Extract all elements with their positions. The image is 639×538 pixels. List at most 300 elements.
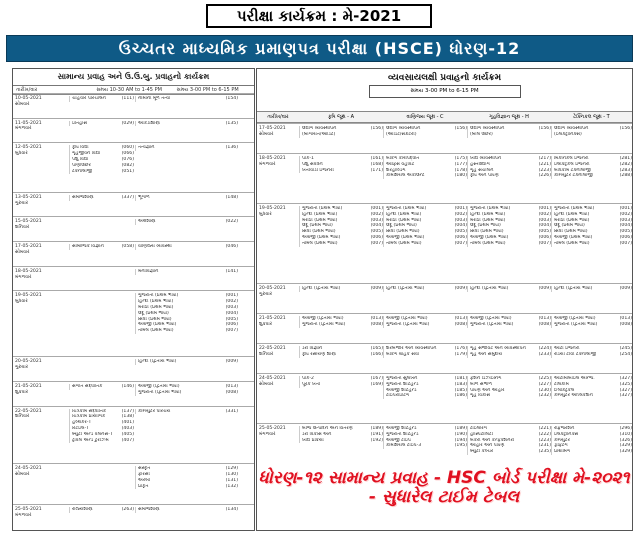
subject-line <box>302 352 383 358</box>
subject-code: (183) <box>454 381 467 387</box>
subject-line <box>72 507 134 513</box>
subject-code: (337) <box>121 194 134 200</box>
subject-line <box>386 322 467 328</box>
group-subjects <box>383 316 467 328</box>
subject-name: આંકડાશાસ્ત્ર <box>138 120 160 126</box>
subject-name: ફેશન ડિઝાઇનિંગ <box>470 376 502 381</box>
subject-code: (217) <box>538 156 551 161</box>
subject-name: બેકરી અને કન્ફેક્શનરી <box>470 437 515 443</box>
subject-name: અંગ્રેજી શોર્ટહેન્ડ <box>386 426 417 431</box>
subject-name: કમ્પ્યુટર એપ્લિકેશન <box>554 393 593 399</box>
subject-code: (006) <box>538 234 551 240</box>
subject-name: ઉર્દૂ (પ્રથમ ભાષા) <box>554 223 585 229</box>
afternoon-subjects <box>135 244 238 250</box>
subject-name: ગુજરાતી (દ્વિતીય ભાષા) <box>386 321 430 327</box>
subject-code: (003) <box>619 217 632 223</box>
subject-code: (009) <box>619 286 632 291</box>
subject-code: (013) <box>370 316 383 321</box>
subject-code: (066) <box>121 151 134 157</box>
schedule-row <box>13 406 254 465</box>
group-subjects <box>551 206 632 247</box>
day-value: સોમવાર <box>15 471 30 477</box>
subject-code: (296) <box>619 426 632 431</box>
subject-name: પશુ સંવર્ધન <box>302 161 323 167</box>
date-value: 20-05-2021 <box>259 286 286 291</box>
subject-name: તમિલ (પ્રથમ ભાષા) <box>138 328 174 334</box>
schedule-row <box>13 216 254 242</box>
subject-name: મિકેનિકલ ઇજનેરી <box>554 156 589 161</box>
schedule-row <box>13 381 254 407</box>
subject-line <box>554 393 632 399</box>
page-title: પરીક્ષા કાર્યક્રમ : મે-2021 <box>206 4 432 28</box>
subject-name: ચિત્રકામ પ્રાયોગિક <box>72 414 106 420</box>
subject-code: (401) <box>121 420 134 426</box>
subject-name: ઉર્દૂ (પ્રથમ ભાષા) <box>138 310 169 316</box>
subject-name: કૃષિ અને પોષણ <box>470 173 499 179</box>
subject-code: (004) <box>370 223 383 229</box>
subject-code: (005) <box>225 316 238 322</box>
group-subjects <box>467 206 551 247</box>
general-rows <box>13 93 254 530</box>
subject-name: પ્રોગ્રામિંગ <box>554 449 571 455</box>
subject-name: ડેરી વિકાસ અને <box>302 431 332 437</box>
subject-code: (051) <box>121 168 134 174</box>
subject-name: બ્યુટી એન્ડ વેલનેસ-T <box>72 431 113 437</box>
morning-subjects <box>69 145 134 174</box>
vocational-row <box>257 283 632 314</box>
subject-code: (331) <box>225 408 238 414</box>
subject-code: (161) <box>370 156 383 161</box>
subject-line <box>470 241 551 247</box>
subject-name: ગુજરાતી (દ્વિતીય ભાષા) <box>470 321 514 327</box>
column-header: ગૃહવિજ્ઞાન જૂથ - H <box>467 111 551 123</box>
date-value: 10-05-2021 <box>15 96 42 101</box>
subject-code: (007) <box>619 240 632 246</box>
afternoon-subjects <box>135 195 238 201</box>
subject-line <box>554 173 632 179</box>
subject-name: ગુજરાતી સુલેખન <box>386 376 418 381</box>
subject-code: (135) <box>225 120 238 126</box>
subject-line <box>138 269 238 275</box>
subject-line <box>386 352 467 358</box>
subject-code: (254) <box>619 351 632 357</box>
subject-code: (004) <box>225 310 238 316</box>
subject-code: (076) <box>121 156 134 162</box>
subject-name: કમ્પ્યુટર <box>554 437 570 443</box>
subject-name: ટાઇપરાઇટિંગ <box>386 393 410 399</box>
subject-name: અંગ્રેજી (પ્રથમ ભાષા) <box>386 234 425 240</box>
subject-code: (165) <box>370 346 383 351</box>
subject-line <box>554 352 632 358</box>
day-value: મંગળવાર <box>15 513 32 519</box>
group-subjects <box>299 156 383 173</box>
subject-line <box>72 195 134 201</box>
subject-name: શેરબજાર અને વ્યવસ્થાપન <box>386 346 437 351</box>
date-value: 18-05-2021 <box>15 268 42 274</box>
date-value: 17-05-2021 <box>259 126 286 131</box>
afternoon-time: સમય 3-00 PM to 6-15 PM <box>176 87 239 93</box>
day-value: ગુરુવાર <box>259 291 273 297</box>
row-date <box>15 293 67 305</box>
date-value: 19-05-2021 <box>15 293 42 299</box>
day-value: સોમવાર <box>259 381 274 387</box>
subject-name: ખાદ્ય પ્રક્રિયા <box>302 437 324 443</box>
group-subjects <box>467 156 551 179</box>
vocational-row <box>257 343 632 374</box>
group-subjects <box>299 376 383 388</box>
group-subjects <box>299 126 383 138</box>
day-value: શનિવાર <box>15 225 30 231</box>
subject-name: કૃષિ વિદ્યા <box>72 145 89 151</box>
subject-code: (282) <box>619 161 632 167</box>
subject-line <box>138 96 238 102</box>
morning-subjects <box>69 96 134 102</box>
row-date <box>257 346 299 358</box>
subject-name: હિન્દી (પ્રથમ ભાષા) <box>554 211 590 217</box>
subject-name: ડ્રાફ્ટિંગ <box>554 443 568 449</box>
subject-name: ઓટો ઇજનેરી <box>554 346 580 351</box>
row-date <box>257 206 299 218</box>
row-date <box>15 507 67 519</box>
subject-code: (007) <box>538 240 551 246</box>
row-date <box>15 269 67 281</box>
general-stream-heading: સામાન્ય પ્રવાહ અને ઉ.ઉ.બુ. પ્રવાહનો કાર્યક્રમ <box>13 69 254 86</box>
subject-name: ટાઇલરિંગ <box>470 426 487 431</box>
subject-code: (005) <box>538 229 551 235</box>
subject-code: (004) <box>619 223 632 229</box>
subject-code: (281) <box>619 156 632 161</box>
row-date <box>15 121 67 133</box>
subject-name: બેંકિંગ ગ્રાહક સેવા <box>386 351 419 357</box>
subject-code: (230) <box>538 387 551 393</box>
subject-name: રેડિયો ટીવી ટેક્નોલોજી <box>554 351 597 357</box>
subject-code: (001) <box>225 293 238 299</box>
subject-line <box>386 132 467 138</box>
subject-name: પાક-1 <box>302 156 314 161</box>
subject-code: (327) <box>619 387 632 393</box>
subject-line <box>72 438 134 444</box>
subject-name: ગુજરાતી (દ્વિતીય ભાષા) <box>554 321 598 327</box>
afternoon-subjects <box>135 384 238 396</box>
day-value: શુક્રવાર <box>15 389 29 395</box>
subject-name: તમિલ (પ્રથમ ભાષા) <box>302 240 338 246</box>
subject-code: (167) <box>370 376 383 381</box>
group-subjects <box>383 426 467 449</box>
subject-code: (002) <box>370 211 383 217</box>
row-date <box>15 409 67 421</box>
date-value: 24-05-2021 <box>259 376 286 381</box>
morning-subjects <box>69 121 134 127</box>
subject-code: (233) <box>538 351 551 357</box>
subject-code: (177) <box>454 161 467 167</box>
subject-code: (227) <box>538 381 551 387</box>
morning-subjects <box>69 195 134 201</box>
subject-code: (002) <box>454 211 467 217</box>
subject-name: આહાર અને પોષણ <box>470 443 505 449</box>
day-value: મંગળવાર <box>15 126 32 132</box>
group-subjects <box>383 346 467 358</box>
subject-name: ડેરી વિજ્ઞાન <box>302 346 323 351</box>
row-date <box>15 244 67 256</box>
subject-code: (223) <box>538 437 551 443</box>
subject-name: અંગ્રેજી (દ્વિતીય ભાષા) <box>470 316 512 321</box>
group-subjects <box>551 156 632 179</box>
subject-name: ગુજરાતી (પ્રથમ ભાષા) <box>554 206 595 211</box>
subject-name: ગુજરાતી શોર્ટહેન્ડ <box>386 431 419 437</box>
group-subjects <box>383 286 467 292</box>
subject-code: (013) <box>538 316 551 321</box>
subject-code: (060) <box>121 145 134 151</box>
subject-code: (166) <box>370 351 383 357</box>
subject-name: ગૃહ અને સમુદાય <box>470 351 503 357</box>
subject-name: બાંધકામ ટેક્નોલોજી <box>554 167 591 173</box>
subject-name: ગુજરાતી (દ્વિતીય ભાષા) <box>302 321 346 327</box>
subject-code: (171) <box>370 167 383 173</box>
subject-line <box>72 169 134 175</box>
subject-code: (224) <box>538 346 551 351</box>
afternoon-subjects <box>135 269 238 275</box>
subject-code: (005) <box>370 229 383 235</box>
subject-code: (245) <box>619 346 632 351</box>
schedule-row <box>13 192 254 218</box>
subject-name: અંગ્રેજી શોર્ટહેન્ડ <box>386 387 417 393</box>
group-subjects <box>467 376 551 399</box>
date-value: 21-05-2021 <box>259 316 286 321</box>
subject-line <box>138 195 238 201</box>
subject-code: (002) <box>619 211 632 217</box>
afternoon-subjects <box>135 219 238 225</box>
subject-name: બીજ ઉત્પાદન અને વિતરણ <box>302 426 353 431</box>
subject-code: (013) <box>225 383 238 389</box>
subject-code: (007) <box>454 240 467 246</box>
subject-name: અંગ્રેજી (દ્વિતીય ભાષા) <box>302 316 344 321</box>
subject-name: સિંધી (પ્રથમ ભાષા) <box>386 229 420 235</box>
subject-name: ગુજરાતી (પ્રથમ ભાષા) <box>138 293 179 299</box>
subject-code: (008) <box>225 389 238 395</box>
subject-code: (326) <box>619 437 632 443</box>
subject-name: અંગ્રેજી (દ્વિતીય ભાષા) <box>386 316 428 321</box>
subject-code: (191) <box>370 431 383 437</box>
subject-line <box>470 393 551 399</box>
subject-name: કોમ્પ્યુટર પરિચય <box>138 408 171 414</box>
subject-code: (009) <box>538 286 551 291</box>
subject-code: (013) <box>619 316 632 321</box>
day-value: બુધવાર <box>259 211 272 217</box>
subject-code: (156) <box>454 126 467 131</box>
subject-code: (007) <box>370 240 383 246</box>
group-subjects <box>551 316 632 328</box>
group-subjects <box>299 286 383 292</box>
afternoon-subjects <box>135 293 238 334</box>
exam-banner: ઉચ્ચતર માધ્યમિક પ્રમાણપત્ર પરીક્ષા (HSCE) ધોરણ-12 <box>6 35 633 62</box>
subject-name: અંગ્રેજી (પ્રથમ ભાષા) <box>554 234 593 240</box>
subject-name: ટેક્નોલોજી <box>72 168 93 174</box>
subject-name: ઉદ્યોગ વ્યવસ્થાપન <box>554 126 589 131</box>
vocational-row <box>257 203 632 284</box>
schedule-row <box>13 290 254 357</box>
subject-name: સામાજિક વિજ્ઞાન <box>72 244 104 250</box>
subject-name: (ઓડિટ/સેક્રેટરી) <box>386 131 417 137</box>
subject-code: (009) <box>370 286 383 291</box>
subject-name: સંગીત સૈદ્ધાંતિક <box>72 383 103 389</box>
date-value: 22-05-2021 <box>259 346 286 351</box>
group-subjects <box>551 126 632 138</box>
subject-code: (225) <box>538 376 551 381</box>
subject-name: પાક-2 <box>302 376 314 381</box>
subject-code: (190) <box>454 431 467 437</box>
subject-name: તમિલ (પ્રથમ ભાષા) <box>386 240 422 246</box>
subject-code: (329) <box>619 443 632 449</box>
subject-line <box>554 132 632 138</box>
subject-name: મરાઠી (પ્રથમ ભાષા) <box>302 217 338 223</box>
row-date <box>257 376 299 388</box>
subject-code: (003) <box>538 217 551 223</box>
subject-code: (134) <box>225 507 238 513</box>
subject-code: (181) <box>454 376 467 381</box>
subject-line <box>386 443 467 449</box>
subject-name: ખાદ્ય વ્યવસ્થાપન <box>470 156 502 161</box>
vocational-row <box>257 123 632 154</box>
subject-line <box>554 322 632 328</box>
subject-line <box>138 145 238 151</box>
afternoon-subjects <box>135 359 238 365</box>
subject-name: ભૂગોળ <box>138 194 150 200</box>
vocational-row <box>257 153 632 204</box>
subject-name: હિન્દી (દ્વિતીય ભાષા) <box>138 359 177 365</box>
subject-code: (186) <box>454 393 467 399</box>
subject-code: (178) <box>454 167 467 173</box>
date-value: 17-05-2021 <box>15 244 42 250</box>
subject-name: રેફ્રિજરેશન <box>554 426 575 431</box>
subject-name: પાણીઉછેર <box>72 162 91 168</box>
subject-code: (006) <box>225 322 238 328</box>
subject-code: (235) <box>538 449 551 455</box>
vocational-row <box>257 313 632 344</box>
subject-code: (006) <box>454 234 467 240</box>
column-header: કૃષિ જૂથ - A <box>299 111 383 123</box>
morning-subjects <box>69 409 134 444</box>
subject-code: (008) <box>454 321 467 327</box>
revised-timetable-caption: ધોરણ-૧૨ સામાન્ય પ્રવાહ - HSC બોર્ડ પરીક્ષા મે-૨૦૨૧ - સુધારેલ ટાઈમ ટેબલ <box>258 460 630 516</box>
subject-code: (156) <box>619 126 632 131</box>
subject-name: રિટેઇલ-T <box>72 425 89 431</box>
subject-name: ચાહવાર પરિચાલન <box>72 96 106 101</box>
subject-name: ઉર્દૂ (પ્રથમ ભાષા) <box>386 223 417 229</box>
subject-line <box>554 449 632 455</box>
subject-code: (006) <box>619 234 632 240</box>
subject-name: તમિલ (પ્રથમ ભાષા) <box>554 240 590 246</box>
vocational-time: સમય 3-00 PM to 6-15 PM <box>369 85 521 98</box>
subject-line <box>554 241 632 247</box>
group-subjects <box>467 126 551 138</box>
subject-line <box>470 322 551 328</box>
subject-code: (327) <box>619 393 632 399</box>
subject-code: (008) <box>619 321 632 327</box>
subject-code: (003) <box>225 305 238 311</box>
subject-name: કોમર્શિયલ ટાઇપ-3 <box>386 443 422 449</box>
subject-code: (046) <box>225 244 238 250</box>
day-value: ગુરુવાર <box>15 200 29 206</box>
day-value: શુક્રવાર <box>259 321 273 327</box>
day-value: સોમવાર <box>259 131 274 137</box>
subject-code: (058) <box>121 244 134 250</box>
subject-name: ફારસી <box>138 471 150 477</box>
row-date <box>15 359 67 371</box>
subject-code: (013) <box>454 316 467 321</box>
subject-code: (008) <box>538 321 551 327</box>
subject-code: (185) <box>454 387 467 393</box>
group-subjects <box>467 426 551 455</box>
morning-subjects <box>69 384 134 390</box>
subject-name: અંગ્રેજી (દ્વિતીય ભાષા) <box>138 383 180 389</box>
subject-code: (405) <box>121 431 134 437</box>
subject-name: અંગ્રેજી (પ્રથમ ભાષા) <box>302 234 341 240</box>
morning-subjects <box>69 244 134 250</box>
subject-name: હિન્દી (દ્વિતીય ભાષા) <box>470 286 509 291</box>
subject-name: મનોવિજ્ઞાન <box>138 268 159 274</box>
afternoon-subjects <box>135 507 238 513</box>
subject-name: અંગ્રેજી ટાઇપ <box>386 437 411 443</box>
subject-code: (138) <box>121 414 134 420</box>
subject-name: બ્યુટી કલ્ચર <box>470 449 494 455</box>
subject-code: (130) <box>225 471 238 477</box>
subject-name: મરાઠી (પ્રથમ ભાષા) <box>386 217 422 223</box>
schedule-row <box>13 356 254 382</box>
morning-time: સમય 10-30 AM to 1-45 PM <box>96 87 162 93</box>
row-date <box>257 286 299 298</box>
subject-name: મરાઠી (પ્રથમ ભાષા) <box>554 217 590 223</box>
subject-name: શેરહોલ્ડિંગ <box>386 167 406 173</box>
subject-name: ગૃહ સજાવટ અને વ્યવસ્થાપન <box>470 346 526 351</box>
subject-name: ઉદ્યોગ વ્યવસ્થાપન <box>470 126 505 131</box>
subject-code: (002) <box>225 299 238 305</box>
subject-name: તમિલ (પ્રથમ ભાષા) <box>470 240 506 246</box>
subject-name: અંગ્રેજી (પ્રથમ ભાષા) <box>138 322 177 328</box>
subject-name: કોમર્શિયલ ઍકાઉન્ટ <box>386 173 425 179</box>
group-subjects <box>467 316 551 328</box>
afternoon-subjects <box>135 409 238 415</box>
group-subjects <box>467 286 551 292</box>
subject-name: ટેલિકોમ <box>554 381 569 387</box>
subject-name: હિન્દી (દ્વિતીય ભાષા) <box>386 286 425 291</box>
row-date <box>15 96 67 108</box>
subject-name: ગુજરાતી (પ્રથમ ભાષા) <box>470 206 511 211</box>
schedule-row <box>13 241 254 267</box>
afternoon-subjects <box>135 96 238 102</box>
subject-line <box>470 173 551 179</box>
subject-name: કોમ્પ્યુટર ટેક્નોલોજી <box>554 173 593 179</box>
subject-name: ગુજરાતી (પ્રથમ ભાષા) <box>302 206 343 211</box>
subject-code: (082) <box>121 162 134 168</box>
subject-code: (168) <box>370 161 383 167</box>
row-date <box>15 219 67 231</box>
subject-name: મરાઠી (પ્રથમ ભાષા) <box>470 217 506 223</box>
row-date <box>15 466 67 478</box>
subject-line <box>138 121 238 127</box>
subject-code: (129) <box>225 466 238 472</box>
subject-code: (232) <box>538 393 551 399</box>
subject-name: સિંધી (પ્રથમ ભાષા) <box>138 316 172 322</box>
general-stream-panel <box>12 68 255 531</box>
subject-code: (192) <box>370 437 383 443</box>
schedule-row <box>13 142 254 192</box>
row-date <box>15 195 67 207</box>
column-header: વાણિજ્ય જૂથ - C <box>383 111 467 123</box>
subject-code: (137) <box>121 408 134 414</box>
subject-name: અર્થશાસ્ત્ર <box>138 219 156 225</box>
subject-name: ગૃહજીવન વિદ્યા <box>72 151 101 157</box>
subject-code: (221) <box>538 161 551 167</box>
